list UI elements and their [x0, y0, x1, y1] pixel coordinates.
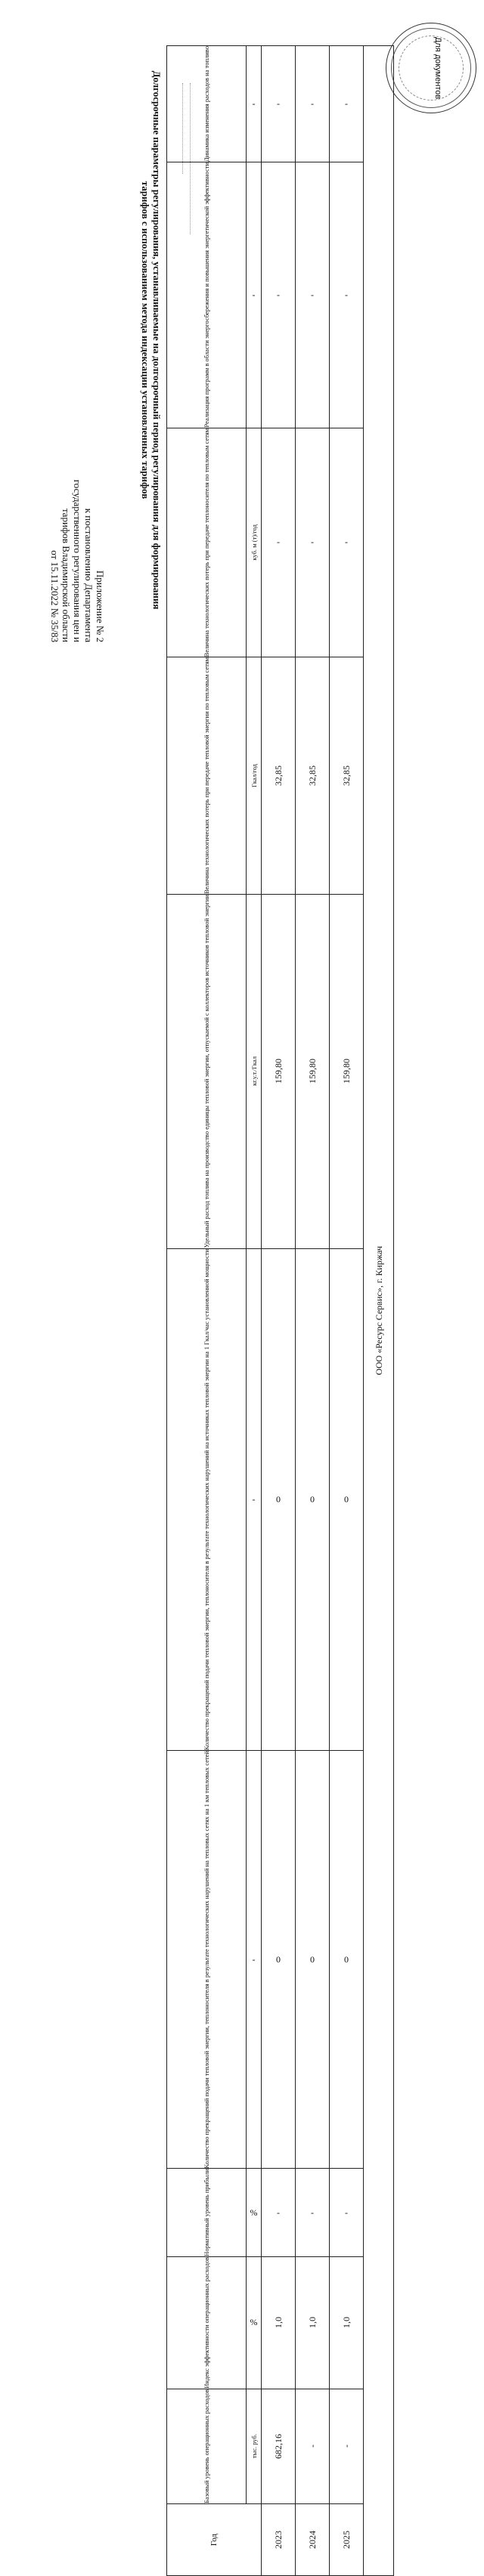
- title-line: тарифов с использованием метода индексации установленных тарифов: [140, 181, 151, 499]
- appendix-line: Приложение № 2: [95, 570, 106, 642]
- cell: -: [330, 2389, 364, 2503]
- cell: -: [262, 46, 296, 162]
- appendix-line: тарифов Владимирской области: [60, 508, 72, 642]
- cell: -: [262, 428, 296, 657]
- base-unit: тыс. руб.: [247, 2389, 262, 2503]
- stamp-text: Для документов: [433, 36, 442, 100]
- cell: 32,85: [296, 657, 330, 895]
- program-unit: -: [247, 162, 262, 428]
- cell: -: [330, 46, 364, 162]
- cell: 32,85: [330, 657, 364, 895]
- appendix-line: от 15.11.2022 № 35/83: [49, 550, 60, 642]
- cell: 0: [330, 1248, 364, 1750]
- cell: -: [296, 2389, 330, 2503]
- dynamics-unit: -: [247, 46, 262, 162]
- en3-header: Величина технологических потерь при передаче теплоносителя по тепловым сетям: [167, 428, 247, 657]
- cell: -: [262, 2169, 296, 2257]
- cell: -: [262, 162, 296, 428]
- cell: -: [330, 428, 364, 657]
- appendix-line: государственного регулирования цен и: [72, 479, 83, 642]
- program-header: Реализация программ в области энергосбережения и повышения энергетической эффективности: [167, 162, 247, 428]
- en2-unit: Гкал/год: [247, 657, 262, 895]
- year-cell: 2023: [262, 2503, 296, 2575]
- en1-header: Удельный расход топлива на производство единицы тепловой энергии, отпускаемой с коллекторов источников тепловой энергии: [167, 895, 247, 1248]
- cell: -: [296, 162, 330, 428]
- appendix-header: [49, 393, 106, 642]
- cell: 159,80: [296, 895, 330, 1248]
- cell: 1,0: [262, 2257, 296, 2389]
- dynamics-header: Динамика изменения расходов на топливо: [167, 46, 247, 162]
- cell: 0: [262, 1750, 296, 2169]
- table-wrapper: [166, 45, 393, 2549]
- cell: 1,0: [296, 2257, 330, 2389]
- year-header: Год: [167, 2503, 262, 2575]
- appendix-line: к постановлению Департамента: [83, 508, 95, 642]
- en3-unit: куб. м (т)/год: [247, 428, 262, 657]
- cell: -: [330, 2169, 364, 2257]
- index-unit: %: [247, 2257, 262, 2389]
- document-title: [140, 53, 163, 627]
- rel2-header: Количество прекращений подачи тепловой энергии, теплоносителя в результате технологических нарушений на источниках тепловой энергии на 1 Гкал/час установленной мощности: [167, 1248, 247, 1750]
- rel1-header: Количество прекращений подачи тепловой энергии, теплоносителя в результате технологических нарушений на тепловых сетях на 1 км тепловых сетей: [167, 1750, 247, 2169]
- official-stamp: [386, 23, 476, 113]
- cell: -: [296, 428, 330, 657]
- cell: 0: [330, 1750, 364, 2169]
- base-header: Базовый уровень операционных расходов: [167, 2389, 247, 2503]
- cell: 159,80: [330, 895, 364, 1248]
- title-line: Долгосрочные параметры регулирования, устанавливаемые на долгосрочный период регулирования для формирования: [151, 70, 163, 610]
- profit-header: Нормативный уровень прибыли: [167, 2169, 247, 2257]
- cell: -: [296, 2169, 330, 2257]
- index-header: Индекс эффективности операционных расходов: [167, 2257, 247, 2389]
- cell: 32,85: [262, 657, 296, 895]
- long-term-parameters-table: [166, 45, 394, 2576]
- rel1-unit: -: [247, 1750, 262, 2169]
- cell: -: [296, 46, 330, 162]
- cell: 0: [296, 1750, 330, 2169]
- profit-unit: %: [247, 2169, 262, 2257]
- cell: 1,0: [330, 2257, 364, 2389]
- year-cell: 2025: [330, 2503, 364, 2575]
- year-cell: 2024: [296, 2503, 330, 2575]
- org-cell: ООО «Ресурс Сервис», г. Киржач: [364, 46, 394, 2576]
- rel2-unit: -: [247, 1248, 262, 1750]
- cell: 0: [296, 1248, 330, 1750]
- cell: 0: [262, 1248, 296, 1750]
- cell: 682,16: [262, 2389, 296, 2503]
- en1-unit: кг.у.т./Гкал: [247, 895, 262, 1248]
- cell: -: [330, 162, 364, 428]
- cell: 159,80: [262, 895, 296, 1248]
- en2-header: Величина технологических потерь при передаче тепловой энергии по тепловым сетям: [167, 657, 247, 895]
